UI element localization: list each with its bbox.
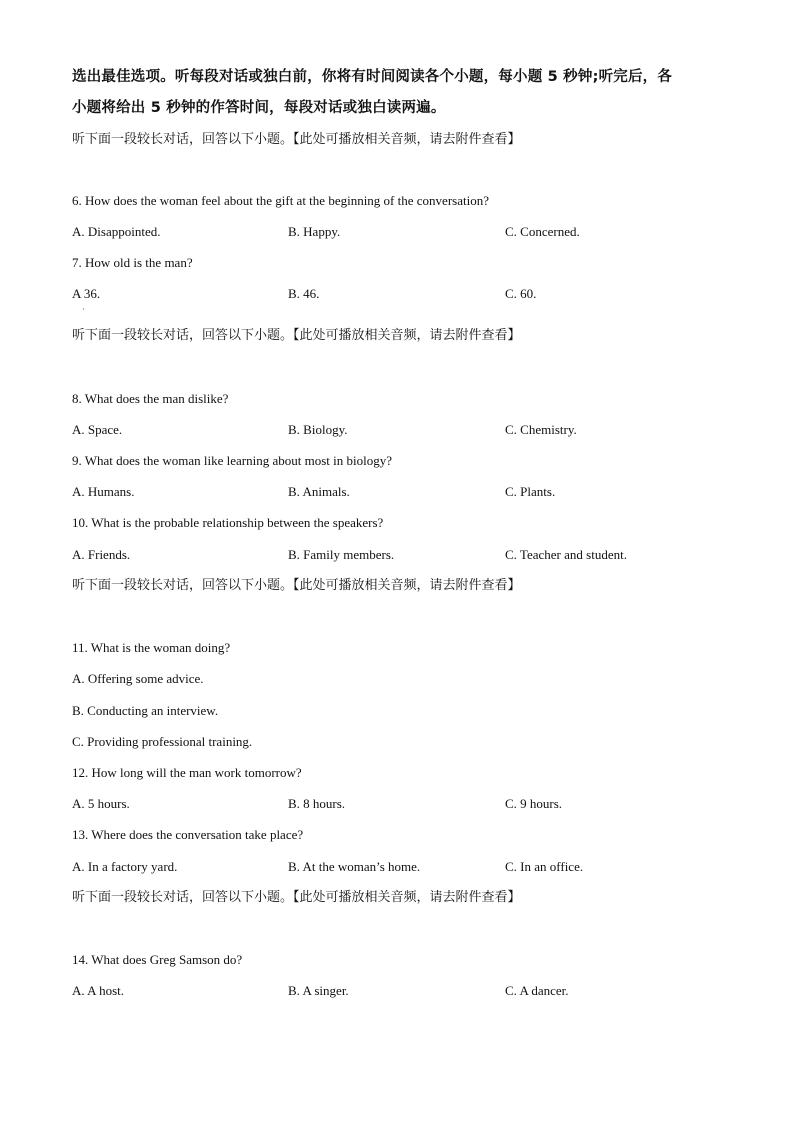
question-14-stem: 14. What does Greg Samson do? — [72, 952, 243, 967]
listen-note-2: 听下面一段较长对话，回答以下小题。【此处可播放相关音频，请去附件查看】 — [72, 328, 521, 343]
question-12-stem: 12. How long will the man work tomorrow? — [72, 765, 302, 780]
question-12-option-b: B. 8 hours. — [288, 796, 346, 811]
question-13-option-a: A. In a factory yard. — [72, 859, 178, 874]
question-6-option-c: C. Concerned. — [505, 224, 580, 239]
question-9-option-b: B. Animals. — [288, 484, 350, 499]
question-12-option-a: A. 5 hours. — [72, 796, 130, 811]
question-14-option-c: C. A dancer. — [505, 983, 569, 998]
question-10-option-c: C. Teacher and student. — [505, 547, 627, 562]
question-13-stem: 13. Where does the conversation take place? — [72, 827, 304, 842]
question-9-stem: 9. What does the woman like learning about most in biology? — [72, 453, 393, 468]
question-7-option-b: B. 46. — [288, 286, 320, 301]
question-13-option-b: B. At the woman’s home. — [288, 859, 421, 874]
question-14-option-b: B. A singer. — [288, 983, 349, 998]
question-11-option-b: B. Conducting an interview. — [72, 703, 219, 718]
question-8-option-c: C. Chemistry. — [505, 422, 577, 437]
question-13-option-c: C. In an office. — [505, 859, 584, 874]
instructions-line-2: 小题将给出 5 秒钟的作答时间，每段对话或独白读两遍。 — [72, 100, 446, 116]
question-7-stem: 7. How old is the man? — [72, 255, 193, 270]
question-7-option-a: A 36. — [72, 286, 101, 301]
listen-note-3: 听下面一段较长对话，回答以下小题。【此处可播放相关音频，请去附件查看】 — [72, 578, 521, 593]
question-8-option-a: A. Space. — [72, 422, 123, 437]
question-6-stem: 6. How does the woman feel about the gift at the beginning of the conversation? — [72, 193, 489, 208]
question-9-option-a: A. Humans. — [72, 484, 135, 499]
instructions-line-1: 选出最佳选项。听每段对话或独白前，你将有时间阅读各个小题，每小题 5 秒钟;听完后，各 — [72, 69, 673, 85]
question-7-option-c: C. 60. — [505, 286, 537, 301]
question-10-option-a: A. Friends. — [72, 547, 131, 562]
question-6-option-b: B. Happy. — [288, 224, 341, 239]
question-6-option-a: A. Disappointed. — [72, 224, 161, 239]
question-11-stem: 11. What is the woman doing? — [72, 640, 231, 655]
question-8-stem: 8. What does the man dislike? — [72, 391, 229, 406]
question-9-option-c: C. Plants. — [505, 484, 556, 499]
question-12-option-c: C. 9 hours. — [505, 796, 563, 811]
question-8-option-b: B. Biology. — [288, 422, 348, 437]
question-10-stem: 10. What is the probable relationship between the speakers? — [72, 515, 384, 530]
question-10-option-b: B. Family members. — [288, 547, 395, 562]
question-11-option-a: A. Offering some advice. — [72, 671, 204, 686]
question-11-option-c: C. Providing professional training. — [72, 734, 253, 749]
question-14-option-a: A. A host. — [72, 983, 125, 998]
stray-dot-mark: · — [82, 305, 85, 314]
listen-note-4: 听下面一段较长对话，回答以下小题。【此处可播放相关音频，请去附件查看】 — [72, 890, 521, 905]
listen-note-1: 听下面一段较长对话，回答以下小题。【此处可播放相关音频，请去附件查看】 — [72, 132, 521, 147]
